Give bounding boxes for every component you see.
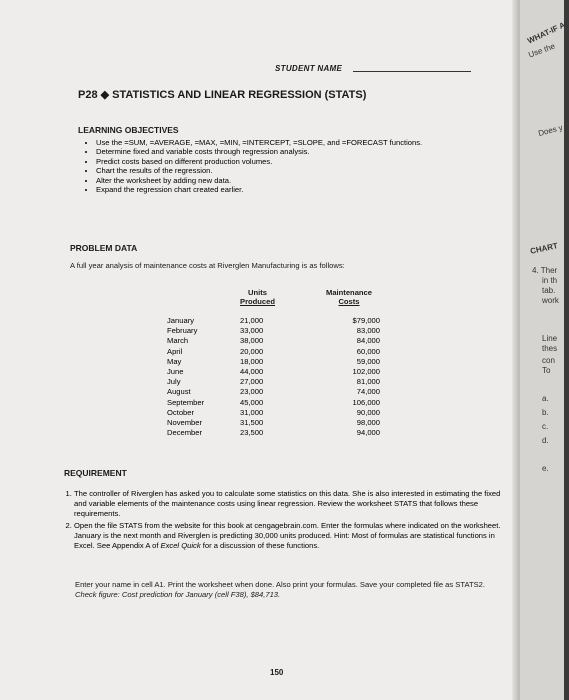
facing-page-heading: CHART (529, 241, 559, 256)
units-cell: 23,000 (240, 387, 264, 397)
maintenance-header-line1: Maintenance (326, 288, 372, 297)
month-cell: January (167, 316, 195, 325)
facing-page-text: Use the (527, 41, 557, 60)
month-cell: November (167, 418, 203, 428)
requirement-item-2-tail: for a discussion of these functions. (200, 541, 320, 550)
requirement-item-1: 1. The controller of Riverglen has asked you to calculate some statistics on this data. She is also interested in estimating the fixed and variable elements of the maintenance costs using linear regression. Review the worksheet STATS that follows these requirements. (74, 489, 506, 519)
cost-cell: 98,000 (356, 418, 380, 428)
cost-cell: 94,000 (356, 428, 380, 438)
learning-objectives-heading: LEARNING OBJECTIVES (78, 125, 179, 135)
facing-page-text: To (542, 366, 551, 375)
learning-objectives-list (84, 138, 506, 194)
cost-cell: 102,000 (352, 367, 380, 377)
facing-page-text: b. (542, 408, 549, 417)
objective-item: • Use the =SUM, =AVERAGE, =MAX, =MIN, =INTERCEPT, =SLOPE, and =FORECAST functions. (96, 138, 506, 147)
objective-item: • Determine fixed and variable costs through regression analysis. (96, 147, 506, 156)
month-column (167, 316, 204, 438)
cost-cell: 106,000 (352, 397, 380, 407)
requirement-item-2-text: Open the file STATS from the website for this book at cengagebrain.com. Enter the formulas where indicated on the worksheet. January is the next month and Riverglen is predicting 30,000 units produced. Hint: Most of formulas are statistical functions in Excel. See Appendix A of (74, 521, 501, 550)
objective-item: • Chart the results of the regression. (96, 166, 506, 175)
facing-page-text: 4. Ther (532, 266, 558, 275)
cost-cell: 81,000 (356, 377, 380, 387)
month-cell: May (167, 356, 182, 366)
facing-page (520, 0, 569, 700)
page-title: P28 ◆ STATISTICS AND LINEAR REGRESSION (STATS) (78, 89, 367, 101)
objective-item: • Expand the regression chart created earlier. (96, 185, 506, 194)
facing-page-heading: WHAT-IF AI (526, 19, 569, 46)
facing-page-text: in th (542, 276, 558, 285)
units-cell: 33,000 (240, 326, 264, 336)
month-cell: August (167, 387, 191, 397)
units-cell: 21,000 (240, 316, 264, 325)
facing-page-text: work (542, 296, 559, 305)
maintenance-column-header (326, 288, 372, 306)
month-cell: March (167, 336, 189, 346)
month-cell: October (167, 407, 195, 417)
facing-page-text: tab. (542, 286, 556, 295)
units-column-header (240, 288, 275, 306)
units-cell: 31,000 (240, 407, 264, 417)
costs-column (340, 316, 380, 438)
units-cell: 31,500 (240, 418, 264, 428)
check-figure: Check figure: Cost prediction for January (cell F38), $84,713. (75, 590, 281, 599)
units-header-line1: Units (248, 288, 267, 297)
requirement-item-2-book-title: Excel Quick (160, 541, 201, 550)
cost-cell: 84,000 (356, 336, 380, 346)
student-name-line (353, 71, 471, 72)
facing-page-text: Line (542, 334, 558, 343)
units-cell: 20,000 (240, 346, 264, 356)
problem-data-heading: PROBLEM DATA (70, 243, 138, 253)
requirement-heading: REQUIREMENT (64, 468, 127, 478)
units-cell: 18,000 (240, 356, 264, 366)
month-cell: February (167, 326, 198, 336)
facing-page-text: e. (542, 464, 549, 473)
maintenance-header-line2: Costs (338, 297, 360, 306)
cost-cell: 90,000 (356, 407, 380, 417)
month-cell: June (167, 367, 184, 377)
problem-data-intro: A full year analysis of maintenance costs at Riverglen Manufacturing is as follows: (70, 261, 345, 270)
month-cell: September (167, 397, 205, 407)
facing-page-text: thes (542, 344, 558, 353)
final-instructions-text: Enter your name in cell A1. Print the worksheet when done. Also print your formulas. Save your completed file as STATS2. (75, 580, 485, 589)
facing-page-text: c. (542, 422, 549, 431)
units-cell: 27,000 (240, 377, 264, 387)
facing-page-text: Does y (537, 122, 564, 139)
final-instructions (75, 580, 495, 600)
month-cell: July (167, 377, 181, 387)
units-header-line2: Produced (240, 297, 276, 306)
student-name-label: STUDENT NAME (275, 64, 343, 73)
facing-page-text: d. (542, 436, 549, 445)
units-cell: 23,500 (240, 428, 264, 438)
page-number: 150 (270, 668, 284, 677)
cost-cell: 60,000 (356, 346, 380, 356)
units-column (240, 316, 263, 438)
cost-cell: 83,000 (356, 326, 380, 336)
objective-item: • Predict costs based on different production volumes. (96, 157, 506, 166)
facing-page-text: con (542, 356, 555, 365)
cost-cell: 59,000 (356, 356, 380, 366)
objective-item: • Alter the worksheet by adding new data. (96, 176, 506, 185)
requirement-list (62, 489, 506, 553)
units-cell: 38,000 (240, 336, 264, 346)
facing-page-text: a. (542, 394, 549, 403)
requirement-item-2 (74, 521, 506, 551)
month-cell: December (167, 428, 203, 438)
cost-cell: $79,000 (352, 316, 380, 325)
cost-cell: 74,000 (356, 387, 380, 397)
units-cell: 45,000 (240, 397, 264, 407)
month-cell: April (167, 346, 183, 356)
units-cell: 44,000 (240, 367, 264, 377)
